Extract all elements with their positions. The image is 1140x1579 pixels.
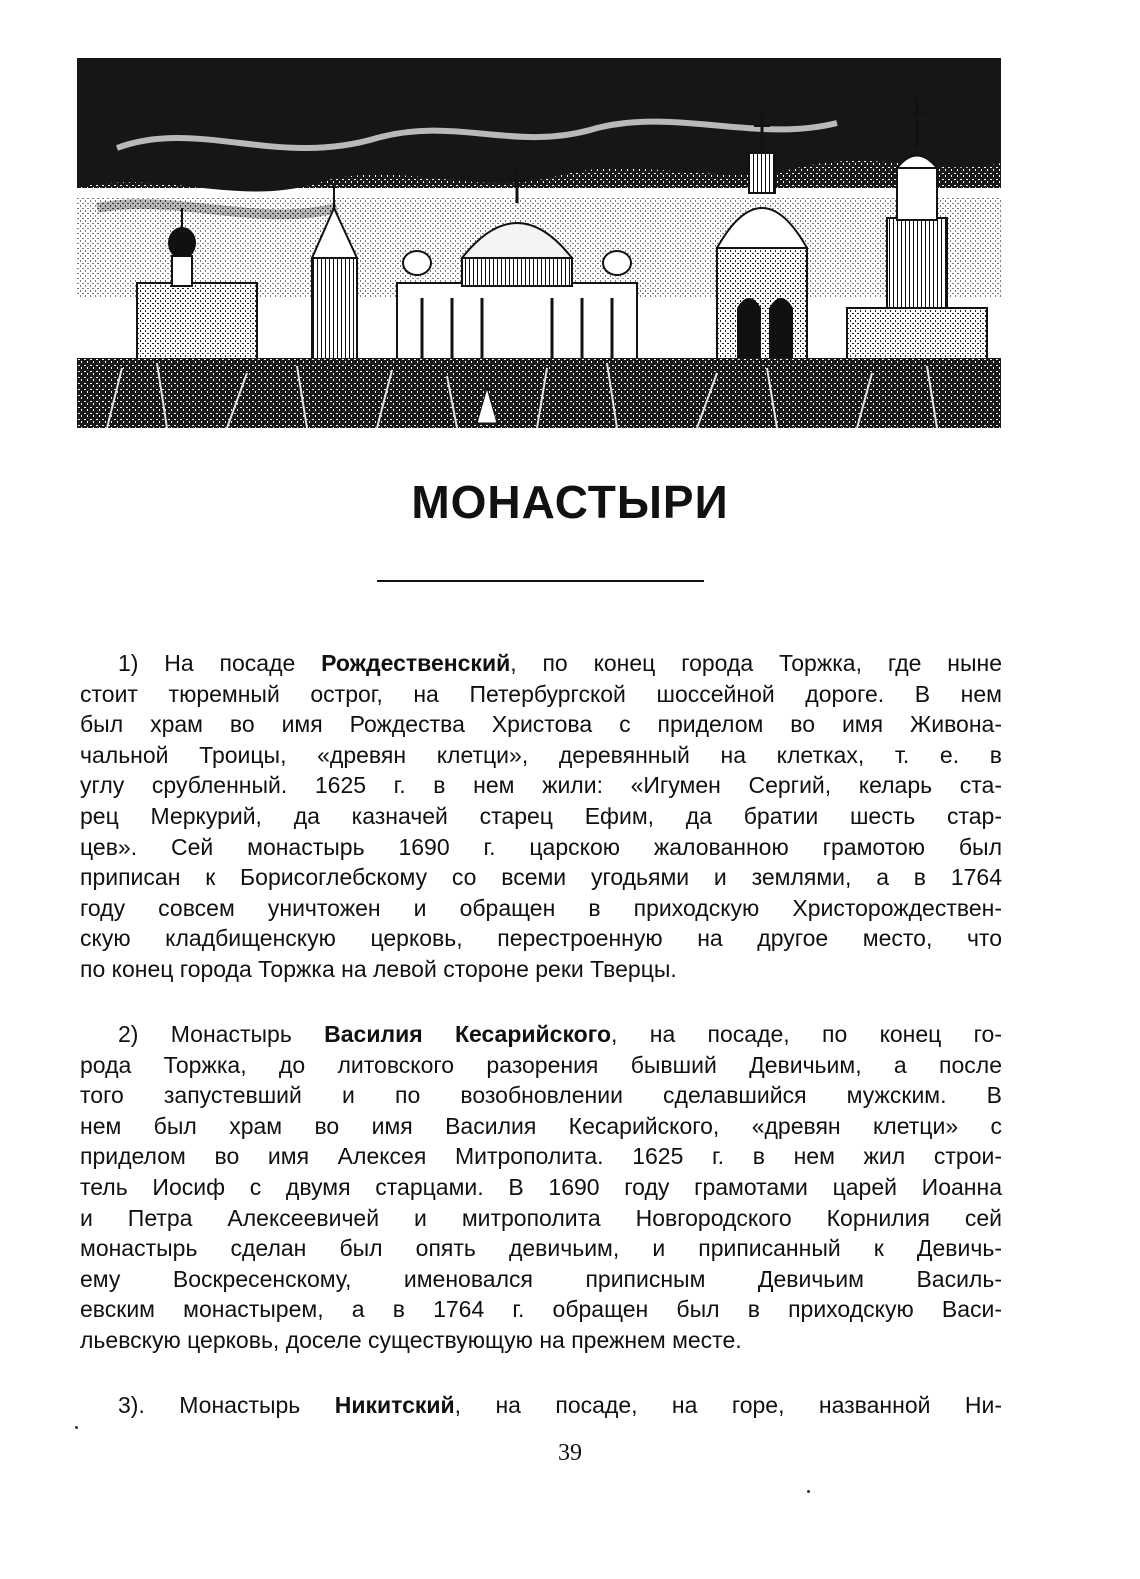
text-line: 3). Монастырь Никитский, на посаде, на горе, названной Ни- — [118, 1392, 1002, 1418]
page-title: МОНАСТЫРИ — [411, 476, 729, 528]
text-line: тель Иосиф с двумя старцами. В 1690 году грамотами царей Иоанна — [80, 1173, 1002, 1200]
text-line: 1) На посаде Рождественский, по конец города Торжка, где ныне — [118, 650, 1002, 676]
text-line: 2) Монастырь Василия Кесарийского, на посаде, по конец го- — [118, 1021, 1002, 1047]
monastery-name: Рождественский — [321, 650, 511, 676]
monastery-panorama-illustration — [77, 58, 1001, 428]
text-line: льевскую церковь, доселе существующую на прежнем месте. — [80, 1326, 742, 1353]
text-line: скую кладбищенскую церковь, перестроенную на другое место, что — [80, 925, 1002, 952]
text-line: евским монастырем, а в 1764 г. обращен был в приходскую Васи- — [80, 1296, 1002, 1323]
text-line: по конец города Торжка на левой стороне реки Тверцы. — [80, 955, 677, 982]
page-number: 39 — [558, 1440, 582, 1466]
text-line: цев». Сей монастырь 1690 г. царскою жалованною грамотою был — [80, 833, 1002, 860]
scan-speck — [75, 1426, 78, 1429]
title-divider — [377, 580, 704, 582]
text-line: приделом во имя Алексея Митрополита. 1625 г. в нем жил строи- — [80, 1143, 1002, 1170]
text-line: и Петра Алексеевичей и митрополита Новгородского Корнилия сей — [80, 1204, 1002, 1231]
monastery-name: Василия Кесарийского — [324, 1021, 612, 1047]
text-line: приписан к Борисоглебскому со всеми угодьями и землями, а в 1764 — [80, 864, 1002, 891]
text-line: рода Торжка, до литовского разорения бывший Девичьим, а после — [80, 1051, 1002, 1078]
paragraph-nikitsky — [80, 1390, 1002, 1421]
scan-speck — [807, 1490, 810, 1493]
text-line: стоит тюремный острог, на Петербургской шоссейной дороге. В нем — [80, 680, 1002, 707]
text-line: чальной Троицы, «древян клетци», деревянный на клетках, т. е. в — [80, 741, 1002, 768]
paragraph-vasily-kesariysky — [80, 1019, 1002, 1356]
text-line: был храм во имя Рождества Христова с приделом во имя Живона- — [80, 711, 1002, 738]
text-line: году совсем уничтожен и обращен в приходскую Христорождествен- — [80, 894, 1002, 921]
paragraph-rozhdestvensky — [80, 648, 1002, 985]
text-line: углу срубленный. 1625 г. в нем жили: «Игумен Сергий, келарь ста- — [80, 772, 1002, 799]
monastery-name: Никитский — [334, 1392, 455, 1418]
text-line: монастырь сделан был опять девичьим, и приписанный к Девичь- — [80, 1235, 1002, 1262]
text-line: того запустевший и по возобновлении сделавшийся мужским. В — [80, 1082, 1002, 1109]
text-line: нем был храм во имя Василия Кесарийского, «древян клетци» с — [80, 1112, 1002, 1139]
text-line: ему Воскресенскому, именовался приписным Девичьим Василь- — [80, 1265, 1002, 1292]
text-line: рец Меркурий, да казначей старец Ефим, да братии шесть стар- — [80, 802, 1002, 829]
